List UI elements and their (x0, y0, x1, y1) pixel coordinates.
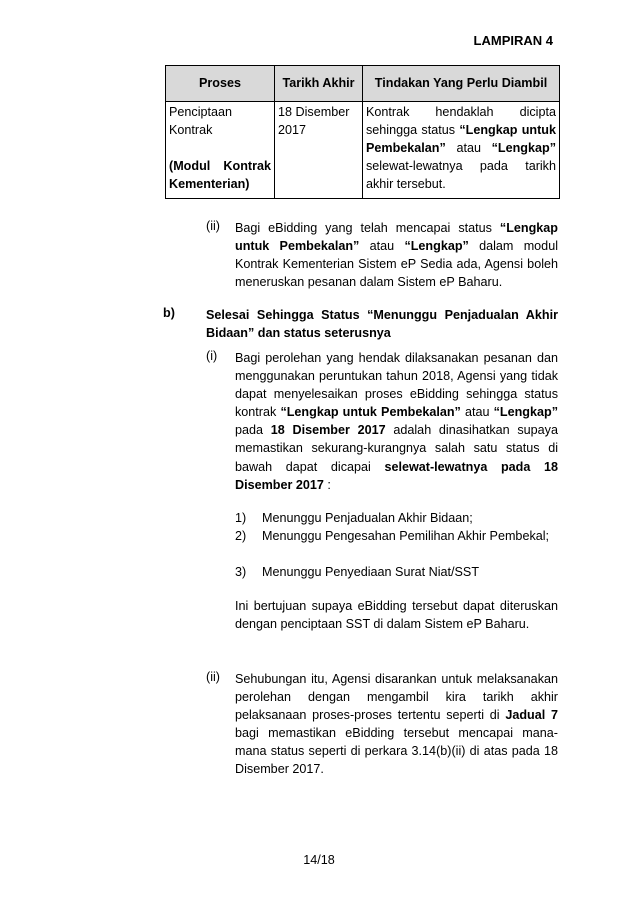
text: Bagi perolehan yang hendak dilaksanakan pesanan dan menggunakan peruntukan tahun 2018, Agensi yang tidak dapat menyelesaikan proses eBidding sehingga status kontrak (235, 351, 558, 420)
tindakan-text: selewat-lewatnya pada tarikh akhir tersebut. (366, 159, 556, 191)
deadline-table (165, 65, 560, 199)
text: pada (235, 423, 271, 438)
text: dalam modul Kontrak Kementerian Sistem eP Sedia ada, Agensi boleh meneruskan pesanan dalam Sistem eP Baharu. (235, 239, 558, 290)
proses-line2: Kontrak (169, 123, 213, 137)
list-number: 3) (235, 565, 247, 579)
text: : (323, 477, 331, 492)
tindakan-status-2: “Lengkap” (491, 141, 556, 155)
paragraph-a-ii (235, 219, 558, 291)
text: atau (359, 239, 405, 254)
deadline-date: 18 Disember 2017 (270, 423, 386, 438)
table-header-row (166, 66, 560, 102)
item-marker-b-i: (i) (206, 349, 218, 363)
text: atau (460, 405, 494, 420)
text: adalah dinasihatkan supaya memastikan sekurang-kurangnya salah satu status di bawah dapat dicapai (235, 423, 558, 474)
table-reference: Jadual 7 (505, 708, 558, 723)
list-item: Menunggu Pengesahan Pemilihan Akhir Pembekal; (262, 529, 550, 543)
text: bagi memastikan eBidding tersebut mencapai mana-mana status seperti di perkara 3.14(b)(ii) di atas pada 18 Disember 2017. (235, 726, 558, 777)
status-lengkap: “Lengkap” (404, 239, 469, 254)
appendix-label: LAMPIRAN 4 (473, 33, 553, 48)
paragraph-b-i (235, 349, 558, 494)
cell-tarikh (275, 102, 363, 199)
deadline-phrase: selewat-lewatnya pada 18 Disember 2017 (235, 459, 558, 492)
status-lengkap-untuk-pembekalan: “Lengkap untuk Pembekalan” (235, 221, 558, 254)
list-item: Menunggu Penyediaan Surat Niat/SST (262, 565, 480, 579)
table-row (166, 102, 560, 199)
section-b-title: Selesai Sehingga Status “Menunggu Penjadualan Akhir Bidaan” dan status seterusnya (206, 308, 558, 341)
text: Bagi eBidding yang telah mencapai status (235, 221, 500, 235)
cell-tindakan (363, 102, 560, 199)
tindakan-status-1: “Lengkap untuk Pembekalan” (366, 123, 557, 155)
tindakan-text: Kontrak hendaklah dicipta sehingga status (366, 105, 556, 137)
column-header-proses: Proses (166, 66, 275, 102)
paragraph-b-ii (235, 670, 558, 779)
item-marker-a-ii: (ii) (206, 219, 220, 233)
status-lengkap-untuk-pembekalan: “Lengkap untuk Pembekalan” (280, 405, 461, 420)
tarikh-value: 18 Disember 2017 (278, 105, 350, 137)
page-number: 14/18 (303, 853, 335, 867)
paragraph-b-i-closing: Ini bertujuan supaya eBidding tersebut dapat diteruskan dengan penciptaan SST di dalam Sistem eP Baharu. (235, 599, 558, 632)
tindakan-text: atau (445, 141, 492, 155)
list-item: Menunggu Penjadualan Akhir Bidaan; (262, 511, 473, 525)
list-number: 1) (235, 511, 247, 525)
proses-module: (Modul Kontrak Kementerian) (169, 159, 271, 191)
section-b-marker: b) (163, 306, 175, 320)
cell-proses (166, 102, 275, 199)
column-header-tindakan: Tindakan Yang Perlu Diambil (363, 66, 560, 102)
status-lengkap: “Lengkap” (493, 405, 558, 420)
column-header-tarikh: Tarikh Akhir (275, 66, 363, 102)
text: Sehubungan itu, Agensi disarankan untuk melaksanakan perolehan dengan mengambil kira tarikh akhir pelaksanaan proses-proses tertentu seperti di (235, 672, 558, 723)
item-marker-b-ii: (ii) (206, 670, 220, 684)
proses-line1: Penciptaan (169, 105, 233, 119)
list-number: 2) (235, 529, 247, 543)
